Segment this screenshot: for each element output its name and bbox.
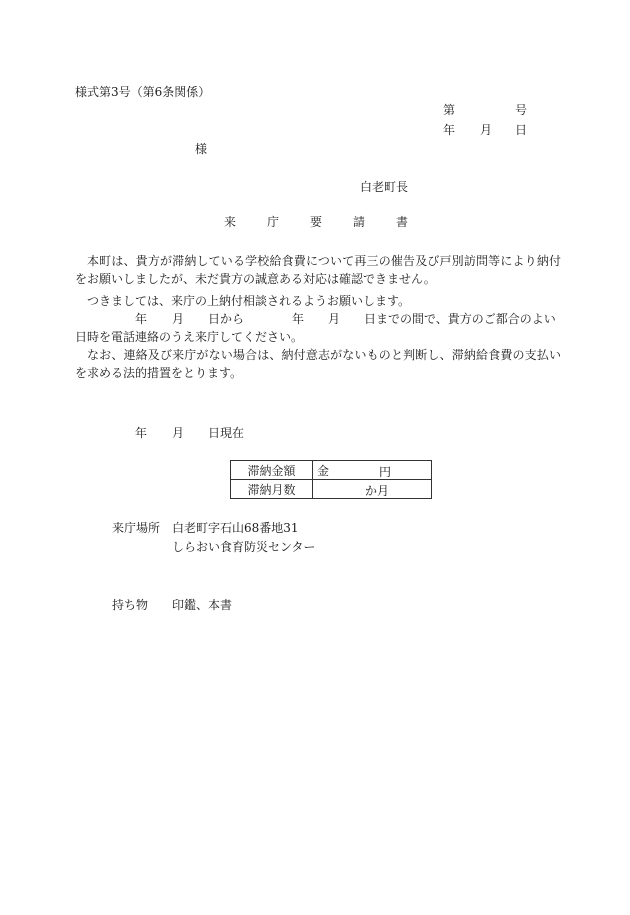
issue-date-year: 年 — [443, 123, 456, 137]
period-from-day: 日から — [208, 312, 245, 326]
arrears-amount-value — [313, 461, 432, 480]
items-to-bring-label: 持ち物 — [112, 598, 149, 612]
visit-place-facility: しらおい食育防災センター — [172, 540, 316, 554]
document-number-prefix: 第 — [443, 103, 456, 117]
as-of-month: 月 — [172, 426, 185, 440]
arrears-months-unit: か月 — [365, 484, 390, 498]
body-paragraph-2 — [75, 292, 561, 310]
visit-place-label: 来庁場所 — [112, 521, 161, 535]
as-of-date — [75, 424, 561, 442]
title-char: 請 — [353, 215, 366, 229]
arrears-months-value — [313, 480, 432, 499]
form-number: 様式第3号（第6条関係） — [75, 85, 211, 99]
body-paragraph-4 — [75, 346, 561, 382]
title-char: 書 — [396, 215, 409, 229]
period-line — [75, 310, 561, 328]
period-to-month: 月 — [328, 312, 341, 326]
arrears-months-label: 滞納月数 — [231, 480, 313, 499]
arrears-table — [230, 460, 432, 499]
period-to-year: 年 — [292, 312, 305, 326]
period-from-year: 年 — [135, 312, 148, 326]
arrears-amount-prefix: 金 — [317, 463, 330, 478]
period-from-month: 月 — [172, 312, 185, 326]
body-paragraph-3 — [75, 328, 561, 346]
table-row — [231, 480, 432, 499]
body-paragraph-4-text: なお、連絡及び来庁がない場合は、納付意志がないものと判断し、滞納給食費の支払いを求める法的措置をとります。 — [75, 348, 561, 380]
visit-place-address: 白老町字石山68番地31 — [172, 521, 299, 535]
as-of-day: 日現在 — [208, 426, 245, 440]
issue-date-day: 日 — [515, 123, 528, 137]
period-to-rest: 日までの間で、貴方のご都合のよい — [364, 312, 556, 326]
items-to-bring-value: 印鑑、本書 — [172, 598, 233, 612]
issue-date-month: 月 — [480, 123, 493, 137]
recipient-honorific: 様 — [195, 142, 208, 156]
body-paragraph-2-text: つきましては、来庁の上納付相談されるようお願いします。 — [87, 294, 411, 308]
issuer-name: 白老町長 — [360, 180, 409, 194]
title-char: 来 — [224, 215, 237, 229]
document-title — [224, 215, 439, 230]
body-paragraph-1-text: 本町は、貴方が滞納している学校給食費について再三の催告及び戸別訪問等により納付をお願いしましたが、未だ貴方の誠意ある対応は確認できません。 — [75, 254, 561, 286]
arrears-amount-label: 滞納金額 — [231, 461, 313, 480]
body-paragraph-1 — [75, 252, 561, 288]
document-number-suffix: 号 — [515, 103, 528, 117]
body-paragraph-3-text: 日時を電話連絡のうえ来庁してください。 — [75, 330, 304, 344]
title-char: 庁 — [267, 215, 280, 229]
table-row — [231, 461, 432, 480]
title-char: 要 — [310, 215, 323, 229]
as-of-year: 年 — [135, 426, 148, 440]
arrears-amount-unit: 円 — [379, 465, 392, 479]
